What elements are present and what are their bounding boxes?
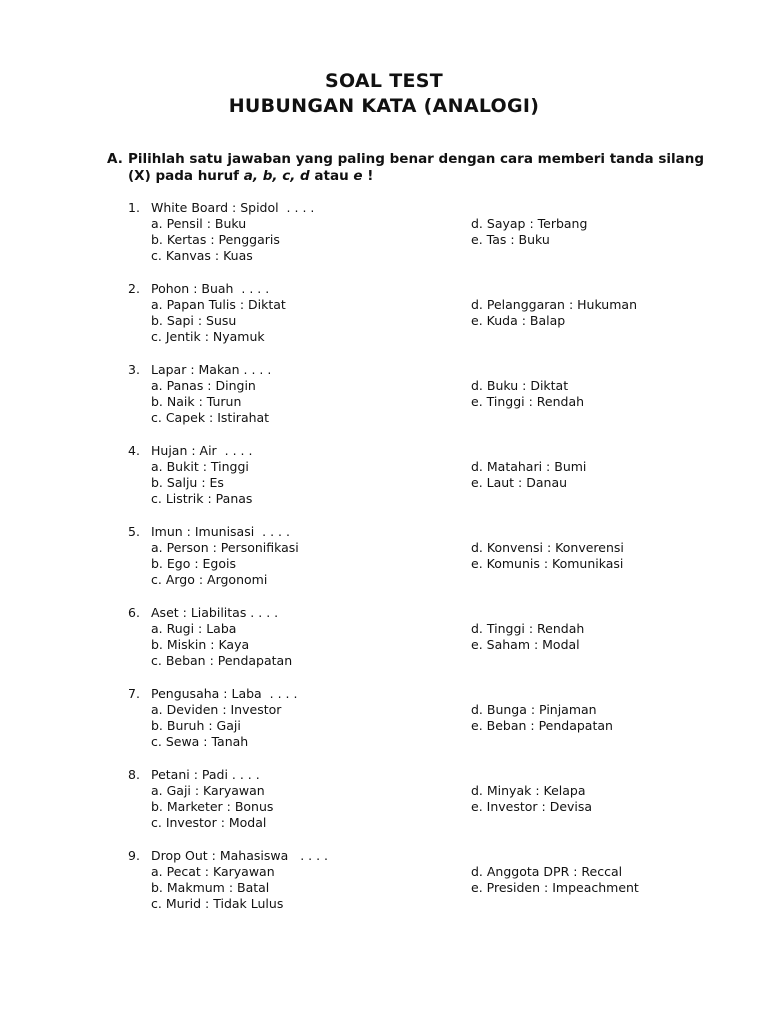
question-number: 6. xyxy=(128,605,140,620)
question-stem: Hujan : Air . . . . xyxy=(151,443,253,458)
option-b: b. Kertas : Penggaris xyxy=(151,232,280,247)
option-e: e. Laut : Danau xyxy=(471,475,568,490)
option-b: b. Naik : Turun xyxy=(151,394,242,409)
option-d: d. Konvensi : Konverensi xyxy=(471,540,624,555)
option-b: b. Marketer : Bonus xyxy=(151,799,274,814)
option-a: a. Rugi : Laba xyxy=(151,621,237,636)
question-8 xyxy=(0,767,768,837)
option-e: e. Presiden : Impeachment xyxy=(471,880,639,895)
option-d: d. Bunga : Pinjaman xyxy=(471,702,597,717)
question-number: 3. xyxy=(128,362,140,377)
question-stem: Pohon : Buah . . . . xyxy=(151,281,270,296)
option-b: b. Makmum : Batal xyxy=(151,880,270,895)
question-5 xyxy=(0,524,768,594)
question-number: 7. xyxy=(128,686,140,701)
question-stem: Lapar : Makan . . . . xyxy=(151,362,272,377)
option-d: d. Buku : Diktat xyxy=(471,378,569,393)
option-c: c. Jentik : Nyamuk xyxy=(151,329,265,344)
question-number: 1. xyxy=(128,200,140,215)
option-e: e. Beban : Pendapatan xyxy=(471,718,613,733)
question-9 xyxy=(0,848,768,918)
question-stem: White Board : Spidol . . . . xyxy=(151,200,315,215)
option-a: a. Pensil : Buku xyxy=(151,216,247,231)
question-6 xyxy=(0,605,768,675)
option-e: e. Investor : Devisa xyxy=(471,799,593,814)
option-b: b. Sapi : Susu xyxy=(151,313,237,328)
question-3 xyxy=(0,362,768,432)
instruction-part-1: Pilihlah satu jawaban yang paling benar dengan cara memberi tanda silang (X) pada huruf xyxy=(128,151,705,184)
question-1 xyxy=(0,200,768,270)
option-d: d. Pelanggaran : Hukuman xyxy=(471,297,637,312)
option-e: e. Kuda : Balap xyxy=(471,313,566,328)
option-e: e. Tinggi : Rendah xyxy=(471,394,585,409)
question-7 xyxy=(0,686,768,756)
document-title: SOAL TEST xyxy=(324,70,444,92)
question-number: 5. xyxy=(128,524,140,539)
question-2 xyxy=(0,281,768,351)
option-a: a. Panas : Dingin xyxy=(151,378,256,393)
option-c: c. Argo : Argonomi xyxy=(151,572,268,587)
question-stem: Pengusaha : Laba . . . . xyxy=(151,686,298,701)
instruction-choices: a, b, c, d xyxy=(243,168,310,184)
option-c: c. Beban : Pendapatan xyxy=(151,653,293,668)
option-a: a. Papan Tulis : Diktat xyxy=(151,297,286,312)
question-stem: Petani : Padi . . . . xyxy=(151,767,260,782)
option-a: a. Bukit : Tinggi xyxy=(151,459,249,474)
question-number: 2. xyxy=(128,281,140,296)
question-stem: Imun : Imunisasi . . . . xyxy=(151,524,290,539)
option-c: c. Listrik : Panas xyxy=(151,491,253,506)
question-number: 9. xyxy=(128,848,140,863)
option-b: b. Miskin : Kaya xyxy=(151,637,250,652)
option-c: c. Murid : Tidak Lulus xyxy=(151,896,284,911)
option-b: b. Ego : Egois xyxy=(151,556,236,571)
option-c: c. Investor : Modal xyxy=(151,815,267,830)
option-d: d. Sayap : Terbang xyxy=(471,216,588,231)
option-b: b. Buruh : Gaji xyxy=(151,718,241,733)
option-e: e. Komunis : Komunikasi xyxy=(471,556,624,571)
instruction-part-2: atau xyxy=(309,168,354,184)
option-e: e. Saham : Modal xyxy=(471,637,580,652)
option-d: d. Anggota DPR : Reccal xyxy=(471,864,623,879)
option-a: a. Pecat : Karyawan xyxy=(151,864,275,879)
option-d: d. Minyak : Kelapa xyxy=(471,783,586,798)
option-c: c. Capek : Istirahat xyxy=(151,410,270,425)
question-number: 4. xyxy=(128,443,140,458)
option-a: a. Person : Personifikasi xyxy=(151,540,299,555)
document-subtitle: HUBUNGAN KATA (ANALOGI) xyxy=(228,95,540,117)
option-c: c. Sewa : Tanah xyxy=(151,734,249,749)
option-c: c. Kanvas : Kuas xyxy=(151,248,253,263)
question-4 xyxy=(0,443,768,513)
instruction-text xyxy=(128,151,713,185)
option-a: a. Deviden : Investor xyxy=(151,702,282,717)
instruction-part-3: ! xyxy=(362,168,374,184)
instruction-last-choice: e xyxy=(353,168,363,184)
option-a: a. Gaji : Karyawan xyxy=(151,783,265,798)
question-number: 8. xyxy=(128,767,140,782)
section-letter: A. xyxy=(107,151,123,167)
question-stem: Aset : Liabilitas . . . . xyxy=(151,605,279,620)
question-stem: Drop Out : Mahasiswa . . . . xyxy=(151,848,329,863)
option-d: d. Tinggi : Rendah xyxy=(471,621,585,636)
option-d: d. Matahari : Bumi xyxy=(471,459,587,474)
option-e: e. Tas : Buku xyxy=(471,232,550,247)
option-b: b. Salju : Es xyxy=(151,475,224,490)
